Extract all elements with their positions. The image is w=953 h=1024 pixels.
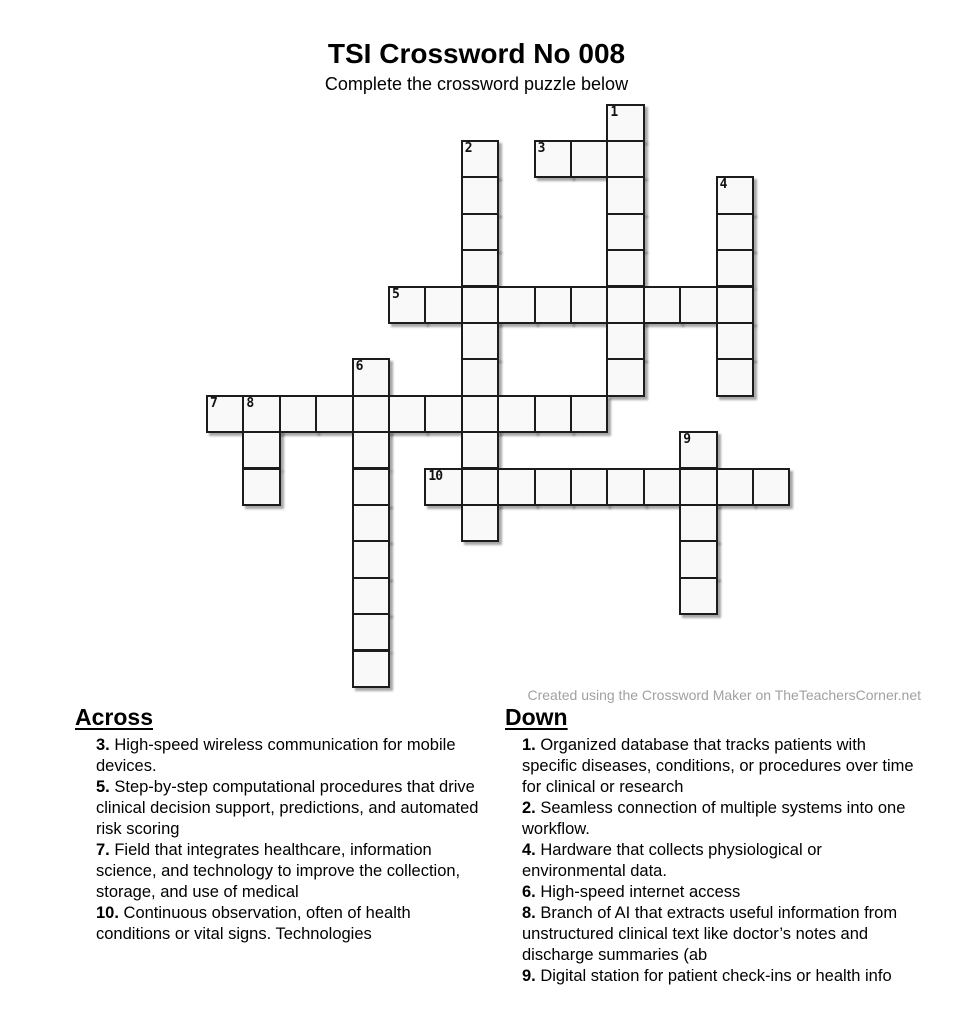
clue (96, 840, 483, 903)
clue-text: High-speed wireless communication for mobile devices. (96, 736, 456, 775)
grid-cell[interactable] (606, 322, 644, 360)
cell-number: 4 (719, 177, 727, 193)
grid-cell[interactable] (461, 322, 499, 360)
grid-cell[interactable] (424, 468, 462, 506)
cell-number: 7 (210, 395, 217, 411)
clue-number: 8. (522, 904, 536, 922)
grid-cell[interactable] (315, 395, 353, 433)
clue (96, 735, 483, 777)
grid-cell[interactable] (497, 286, 535, 324)
grid-cell[interactable] (461, 431, 499, 469)
grid-cell[interactable] (716, 286, 754, 324)
grid-cell[interactable] (461, 286, 499, 324)
page-subtitle: Complete the crossword puzzle below (324, 74, 629, 94)
grid-cell[interactable] (461, 176, 499, 214)
clue-number: 5. (96, 778, 110, 796)
clue (96, 903, 483, 945)
clue-text: Organized database that tracks patients with specific diseases, conditions, or procedures over time for clinical or research (522, 736, 914, 796)
grid-cell[interactable] (352, 504, 390, 542)
clue-number: 1. (522, 736, 536, 754)
grid-cell[interactable] (606, 286, 644, 324)
grid-cell[interactable] (461, 140, 499, 178)
clue-text: High-speed internet access (535, 883, 741, 901)
clue-number: 6. (522, 883, 536, 901)
grid-cell[interactable] (570, 395, 608, 433)
clue-text: Digital station for patient check-ins or health info (535, 967, 892, 985)
clue-text: Step-by-step computational procedures that drive clinical decision support, predictions, and automated risk scoring (96, 778, 479, 838)
grid-cell[interactable] (206, 395, 244, 433)
cell-number: 2 (464, 140, 472, 156)
cell-number: 8 (246, 395, 254, 411)
grid-cell[interactable] (716, 249, 754, 287)
grid-cell[interactable] (461, 213, 499, 251)
clue-number: 2. (522, 799, 536, 817)
clue-number: 3. (96, 736, 110, 754)
grid-cell[interactable] (352, 577, 390, 615)
grid-cell[interactable] (242, 468, 280, 506)
grid-cell[interactable] (570, 140, 608, 178)
grid-cell[interactable] (352, 540, 390, 578)
grid-cell[interactable] (352, 431, 390, 469)
down-clue-list (522, 735, 918, 987)
clue-number: 10. (96, 904, 119, 922)
grid-cell[interactable] (279, 395, 317, 433)
page-title: TSI Crossword No 008 (327, 38, 626, 69)
grid-cell[interactable] (606, 176, 644, 214)
grid-cell[interactable] (679, 431, 717, 469)
grid-cell[interactable] (606, 213, 644, 251)
clue (96, 777, 483, 840)
grid-cell[interactable] (424, 286, 462, 324)
down-heading: Down (505, 704, 568, 730)
grid-cell[interactable] (352, 468, 390, 506)
cell-number: 10 (428, 468, 443, 484)
grid-cell[interactable] (352, 358, 390, 396)
grid-cell[interactable] (752, 468, 790, 506)
grid-cell[interactable] (570, 286, 608, 324)
grid-cell[interactable] (606, 468, 644, 506)
grid-cell[interactable] (606, 358, 644, 396)
grid-cell[interactable] (461, 249, 499, 287)
grid-cell[interactable] (534, 286, 572, 324)
grid-cell[interactable] (534, 468, 572, 506)
grid-cell[interactable] (716, 213, 754, 251)
grid-cell[interactable] (352, 395, 390, 433)
grid-cell[interactable] (534, 395, 572, 433)
clue (522, 840, 918, 882)
clue (522, 735, 918, 798)
grid-cell[interactable] (352, 613, 390, 651)
grid-cell[interactable] (679, 577, 717, 615)
grid-cell[interactable] (606, 249, 644, 287)
grid-cell[interactable] (606, 104, 644, 142)
clue (522, 882, 918, 903)
grid-cell[interactable] (679, 468, 717, 506)
clue-text: Field that integrates healthcare, information science, and technology to improve the collection, storage, and use of medical (96, 841, 461, 901)
grid-cell[interactable] (534, 140, 572, 178)
clue (522, 903, 918, 966)
grid-cell[interactable] (606, 140, 644, 178)
clue-number: 9. (522, 967, 536, 985)
grid-cell[interactable] (461, 358, 499, 396)
clue (522, 798, 918, 840)
grid-cell[interactable] (242, 395, 280, 433)
grid-cell[interactable] (242, 431, 280, 469)
clue-text: Seamless connection of multiple systems into one workflow. (522, 799, 906, 838)
clue-number: 4. (522, 841, 536, 859)
credit-text: Created using the Crossword Maker on TheTeachersCorner.net (527, 687, 921, 703)
grid-cell[interactable] (497, 468, 535, 506)
grid-cell[interactable] (716, 176, 754, 214)
grid-cell[interactable] (643, 468, 681, 506)
cell-number: 3 (537, 140, 545, 156)
grid-cell[interactable] (388, 286, 426, 324)
clue-text: Hardware that collects physiological or environmental data. (522, 841, 822, 880)
grid-cell[interactable] (679, 504, 717, 542)
cell-number: 1 (610, 104, 618, 120)
grid-cell[interactable] (716, 322, 754, 360)
grid-cell[interactable] (497, 395, 535, 433)
grid-cell[interactable] (352, 650, 390, 688)
grid-cell[interactable] (461, 395, 499, 433)
cell-number: 9 (683, 432, 691, 448)
grid-cell[interactable] (716, 358, 754, 396)
clue (522, 966, 918, 987)
cell-number: 6 (355, 359, 363, 375)
grid-cell[interactable] (679, 286, 717, 324)
grid-cell[interactable] (679, 540, 717, 578)
grid-cell[interactable] (570, 468, 608, 506)
grid-cell[interactable] (461, 504, 499, 542)
grid-cell[interactable] (643, 286, 681, 324)
clue-number: 7. (96, 841, 110, 859)
clue-text: Continuous observation, often of health conditions or vital signs. Technologies (96, 904, 411, 943)
grid-cell[interactable] (424, 395, 462, 433)
across-clue-list (96, 735, 483, 945)
grid-cell[interactable] (388, 395, 426, 433)
across-heading: Across (75, 704, 153, 730)
clue-text: Branch of AI that extracts useful information from unstructured clinical text like doctor’s notes and discharge summaries (ab (522, 904, 898, 964)
down-section (505, 706, 930, 987)
across-section (75, 706, 490, 945)
grid-cell[interactable] (716, 468, 754, 506)
cell-number: 5 (392, 286, 399, 302)
grid-cell[interactable] (461, 468, 499, 506)
